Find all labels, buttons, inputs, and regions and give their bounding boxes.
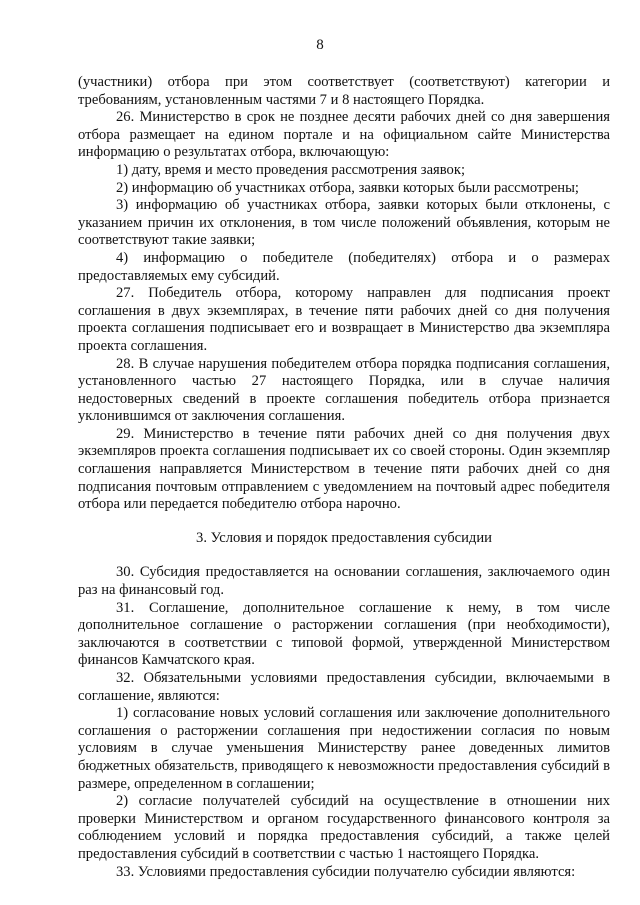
paragraph: 4) информацию о победителе (победителях) отбора и о размерах предоставляемых ему субсидий. — [78, 249, 610, 284]
section-title: 3. Условия и порядок предоставления субсидии — [196, 529, 492, 546]
paragraph: 2) информацию об участниках отбора, заявки которых были рассмотрены; — [116, 179, 579, 196]
paragraph: 28. В случае нарушения победителем отбора порядка подписания соглашения, установленного частью 27 настоящего Порядка, или в случае наличия недостоверных сведений в проекте соглашения победитель отбора признается уклонившимся от заключения соглашения. — [78, 355, 610, 425]
paragraphs-after-section — [78, 564, 610, 881]
paragraph: 1) согласование новых условий соглашения или заключение дополнительного соглашения о расторжении соглашения при недостижении согласия по новым условиям в случае уменьшения Министерству ранее доведенных лимитов бюджетных обязательств, приводящего к невозможности предоставления субсидий в размере, определенном в соглашении; — [78, 705, 610, 792]
paragraph: 31. Соглашение, дополнительное соглашение к нему, в том числе дополнительное соглашение о расторжении соглашения (при необходимости), заключаются в соответствии с типовой формой, утвержденной Министерством финансов Камчатского края. — [78, 599, 610, 669]
paragraph: 2) согласие получателей субсидий на осуществление в отношении них проверки Министерством и органом государственного финансового контроля за соблюдением условий и порядка предоставления субсидий, а также целей предоставления субсидий в соответствии с частью 1 настоящего Порядка. — [78, 793, 610, 862]
paragraphs-before-section — [78, 74, 610, 514]
paragraph: (участники) отбора при этом соответствует (соответствуют) категории и требованиям, установленным частями 7 и 8 настоящего Порядка. — [78, 74, 610, 108]
page-number: 8 — [316, 37, 324, 53]
paragraph: 3) информацию об участниках отбора, заявки которых были отклонены, с указанием причин их отклонения, в том числе положений объявления, которым не соответствуют такие заявки; — [78, 197, 610, 249]
paragraph: 27. Победитель отбора, которому направлен для подписания проект соглашения в двух экземплярах, в течение пяти рабочих дней со дня получения проекта соглашения подписывает его и возвращает в Министерство два экземпляра проекта соглашения. — [78, 285, 610, 354]
paragraph: 32. Обязательными условиями предоставления субсидии, включаемыми в соглашение, являются: — [78, 670, 610, 704]
paragraph: 30. Субсидия предоставляется на основании соглашения, заключаемого один раз на финансовый год. — [78, 564, 610, 599]
paragraph: 33. Условиями предоставления субсидии получателю субсидии являются: — [116, 863, 576, 880]
document-body — [78, 74, 610, 881]
paragraph: 1) дату, время и место проведения рассмотрения заявок; — [116, 161, 465, 178]
paragraph: 29. Министерство в течение пяти рабочих дней со дня получения двух экземпляров проекта соглашения подписывает их со своей стороны. Один экземпляр соглашения направляется Министерством в течение пяти рабочих дней со дня подписания почтовым отправлением с уведомлением на почтовый адрес победителя отбора или передается победителю отбора нарочно. — [78, 425, 610, 513]
paragraph: 26. Министерство в срок не позднее десяти рабочих дней со дня завершения отбора размещает на едином портале и на официальном сайте Министерства информацию о результатах отбора, включающую: — [78, 109, 610, 161]
